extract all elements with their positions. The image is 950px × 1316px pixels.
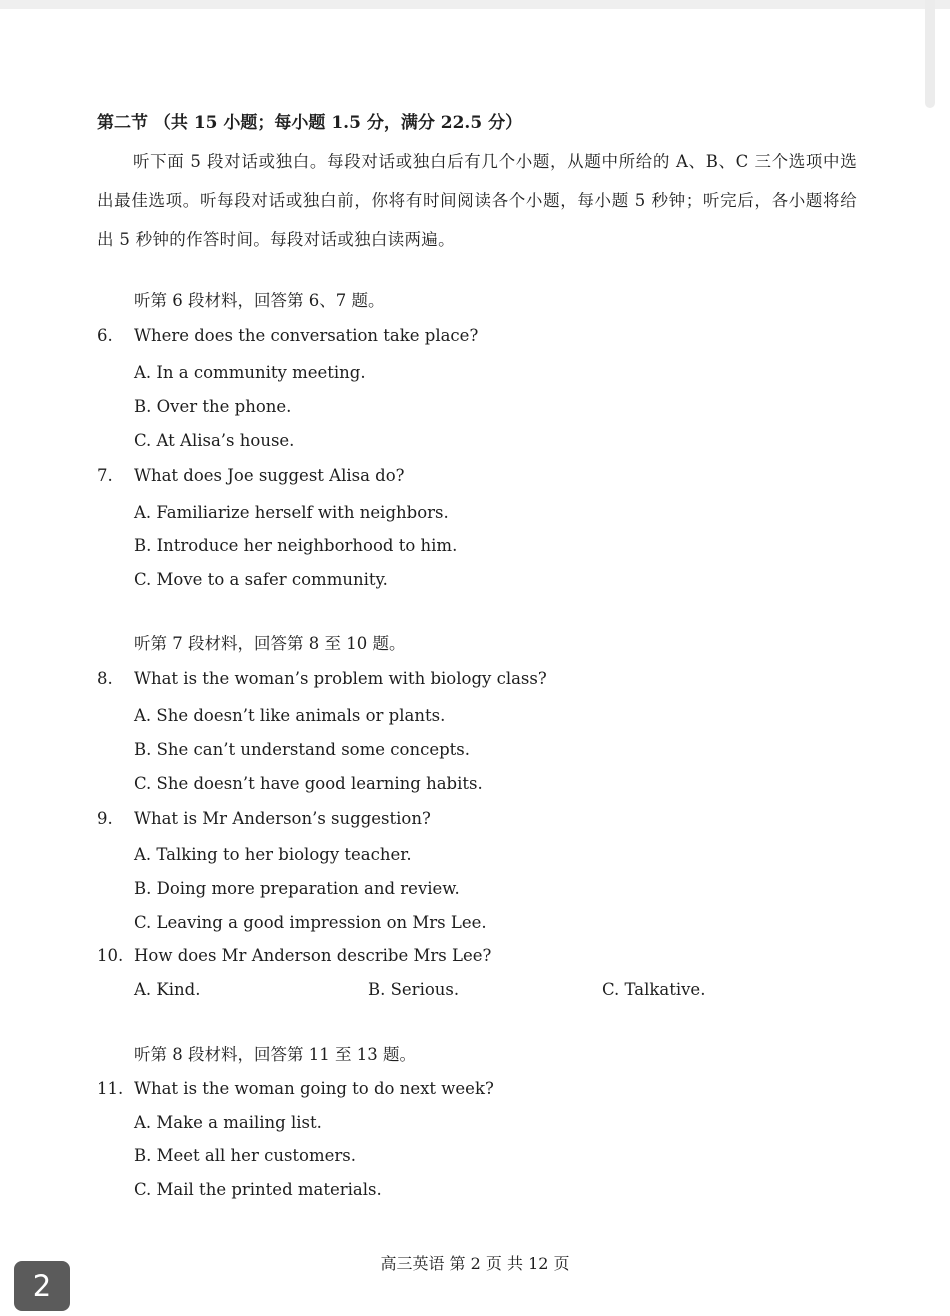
option-c: C. At Alisa’s house. (134, 431, 295, 450)
question-number: 9. (97, 809, 113, 828)
question-number: 8. (97, 669, 113, 688)
option-a: A. Kind. (134, 980, 201, 999)
question-text: What is the woman going to do next week? (134, 1079, 494, 1098)
question-number: 10. (97, 946, 124, 965)
segment-heading: 听第 6 段材料，回答第 6、7 题。 (134, 291, 385, 310)
page-number-badge[interactable]: 2 (14, 1261, 70, 1311)
question-text: How does Mr Anderson describe Mrs Lee? (134, 946, 492, 965)
question-text: Where does the conversation take place? (134, 326, 479, 345)
question-text: What is Mr Anderson’s suggestion? (134, 809, 431, 828)
page-footer: 高三英语 第 2 页 共 12 页 (380, 1254, 570, 1273)
option-b: B. Doing more preparation and review. (134, 879, 460, 898)
option-b: B. Over the phone. (134, 397, 292, 416)
option-c: C. She doesn’t have good learning habits. (134, 774, 483, 793)
option-a: A. Talking to her biology teacher. (134, 845, 412, 864)
option-b: B. She can’t understand some concepts. (134, 740, 470, 759)
option-a: A. She doesn’t like animals or plants. (134, 706, 446, 725)
option-b: B. Introduce her neighborhood to him. (134, 536, 458, 555)
option-c: C. Talkative. (602, 980, 706, 999)
option-c: C. Mail the printed materials. (134, 1180, 382, 1199)
option-a: A. In a community meeting. (134, 363, 366, 382)
question-number: 6. (97, 326, 113, 345)
segment-heading: 听第 8 段材料，回答第 11 至 13 题。 (134, 1045, 416, 1064)
question-text: What does Joe suggest Alisa do? (134, 466, 405, 485)
section-title: 第二节 （共 15 小题；每小题 1.5 分，满分 22.5 分） (97, 113, 523, 133)
option-c: C. Move to a safer community. (134, 570, 388, 589)
option-a: A. Familiarize herself with neighbors. (134, 503, 449, 522)
option-b: B. Meet all her customers. (134, 1146, 356, 1165)
segment-heading: 听第 7 段材料，回答第 8 至 10 题。 (134, 634, 406, 653)
option-c: C. Leaving a good impression on Mrs Lee. (134, 913, 487, 932)
scrollbar[interactable] (925, 0, 935, 108)
instructions-paragraph (97, 142, 857, 259)
top-bar (0, 0, 950, 9)
question-number: 11. (97, 1079, 124, 1098)
option-a: A. Make a mailing list. (134, 1113, 322, 1132)
instructions-text: 听下面 5 段对话或独白。每段对话或独白后有几个小题，从题中所给的 A、B、C 三个选项中选出最佳选项。听每段对话或独白前，你将有时间阅读各个小题，每小题 5 秒钟；听完后，各小题将给出 5 秒钟的作答时间。每段对话或独白读两遍。 (97, 152, 857, 249)
option-b: B. Serious. (368, 980, 460, 999)
question-number: 7. (97, 466, 113, 485)
question-text: What is the woman’s problem with biology class? (134, 669, 547, 688)
